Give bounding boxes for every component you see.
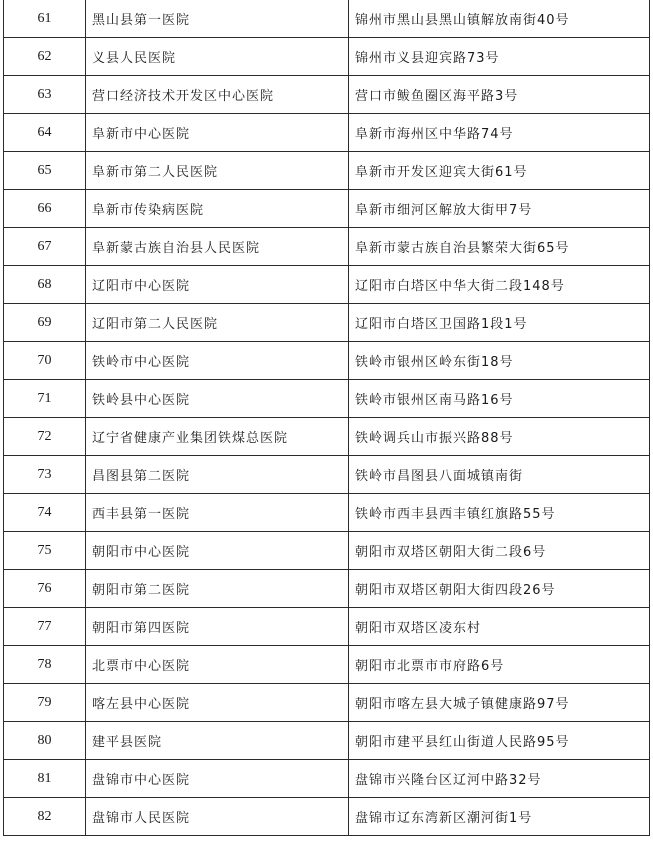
hospital-name: 西丰县第一医院 — [86, 494, 349, 532]
row-number: 71 — [4, 380, 86, 418]
hospital-table-body — [4, 0, 650, 836]
table-row — [4, 494, 650, 532]
row-number: 63 — [4, 76, 86, 114]
hospital-address: 阜新市蒙古族自治县繁荣大街65号 — [349, 228, 650, 266]
hospital-name: 朝阳市第四医院 — [86, 608, 349, 646]
table-row — [4, 0, 650, 38]
table-row — [4, 798, 650, 836]
table-row — [4, 152, 650, 190]
hospital-name: 建平县医院 — [86, 722, 349, 760]
row-number: 79 — [4, 684, 86, 722]
table-row — [4, 114, 650, 152]
hospital-address: 锦州市黑山县黑山镇解放南街40号 — [349, 0, 650, 38]
hospital-name: 盘锦市人民医院 — [86, 798, 349, 836]
hospital-name: 义县人民医院 — [86, 38, 349, 76]
hospital-address: 朝阳市双塔区朝阳大街二段6号 — [349, 532, 650, 570]
hospital-address: 铁岭调兵山市振兴路88号 — [349, 418, 650, 456]
hospital-address: 阜新市细河区解放大街甲7号 — [349, 190, 650, 228]
hospital-address: 辽阳市白塔区中华大街二段148号 — [349, 266, 650, 304]
hospital-name: 辽阳市中心医院 — [86, 266, 349, 304]
row-number: 61 — [4, 0, 86, 38]
row-number: 69 — [4, 304, 86, 342]
hospital-name: 营口经济技术开发区中心医院 — [86, 76, 349, 114]
hospital-address: 朝阳市双塔区朝阳大街四段26号 — [349, 570, 650, 608]
table-row — [4, 722, 650, 760]
hospital-address: 朝阳市建平县红山街道人民路95号 — [349, 722, 650, 760]
table-row — [4, 646, 650, 684]
table-row — [4, 380, 650, 418]
hospital-name: 铁岭市中心医院 — [86, 342, 349, 380]
hospital-name: 朝阳市中心医院 — [86, 532, 349, 570]
row-number: 77 — [4, 608, 86, 646]
hospital-address: 铁岭市西丰县西丰镇红旗路55号 — [349, 494, 650, 532]
hospital-name: 辽阳市第二人民医院 — [86, 304, 349, 342]
table-row — [4, 76, 650, 114]
table-row — [4, 608, 650, 646]
hospital-address: 锦州市义县迎宾路73号 — [349, 38, 650, 76]
hospital-name: 铁岭县中心医院 — [86, 380, 349, 418]
table-row — [4, 760, 650, 798]
hospital-address: 盘锦市辽东湾新区潮河街1号 — [349, 798, 650, 836]
row-number: 73 — [4, 456, 86, 494]
hospital-name: 北票市中心医院 — [86, 646, 349, 684]
table-row — [4, 304, 650, 342]
hospital-name: 阜新市传染病医院 — [86, 190, 349, 228]
hospital-name: 盘锦市中心医院 — [86, 760, 349, 798]
row-number: 64 — [4, 114, 86, 152]
hospital-address: 铁岭市昌图县八面城镇南街 — [349, 456, 650, 494]
row-number: 67 — [4, 228, 86, 266]
hospital-list-table — [3, 0, 650, 836]
table-row — [4, 228, 650, 266]
table-row — [4, 684, 650, 722]
table-row — [4, 342, 650, 380]
hospital-address: 阜新市海州区中华路74号 — [349, 114, 650, 152]
hospital-address: 辽阳市白塔区卫国路1段1号 — [349, 304, 650, 342]
hospital-address: 盘锦市兴隆台区辽河中路32号 — [349, 760, 650, 798]
hospital-name: 阜新蒙古族自治县人民医院 — [86, 228, 349, 266]
row-number: 82 — [4, 798, 86, 836]
row-number: 62 — [4, 38, 86, 76]
hospital-name: 阜新市中心医院 — [86, 114, 349, 152]
hospital-address: 铁岭市银州区南马路16号 — [349, 380, 650, 418]
row-number: 76 — [4, 570, 86, 608]
table-row — [4, 418, 650, 456]
table-row — [4, 456, 650, 494]
table-row — [4, 570, 650, 608]
row-number: 72 — [4, 418, 86, 456]
row-number: 80 — [4, 722, 86, 760]
hospital-address: 朝阳市双塔区凌东村 — [349, 608, 650, 646]
hospital-address: 阜新市开发区迎宾大街61号 — [349, 152, 650, 190]
row-number: 68 — [4, 266, 86, 304]
hospital-address: 朝阳市喀左县大城子镇健康路97号 — [349, 684, 650, 722]
row-number: 81 — [4, 760, 86, 798]
table-row — [4, 266, 650, 304]
row-number: 65 — [4, 152, 86, 190]
hospital-name: 辽宁省健康产业集团铁煤总医院 — [86, 418, 349, 456]
row-number: 66 — [4, 190, 86, 228]
row-number: 74 — [4, 494, 86, 532]
table-row — [4, 190, 650, 228]
table-row — [4, 532, 650, 570]
hospital-name: 昌图县第二医院 — [86, 456, 349, 494]
hospital-name: 喀左县中心医院 — [86, 684, 349, 722]
hospital-name: 阜新市第二人民医院 — [86, 152, 349, 190]
row-number: 78 — [4, 646, 86, 684]
hospital-address: 铁岭市银州区岭东街18号 — [349, 342, 650, 380]
hospital-address: 朝阳市北票市市府路6号 — [349, 646, 650, 684]
table-row — [4, 38, 650, 76]
hospital-name: 朝阳市第二医院 — [86, 570, 349, 608]
hospital-list-table-container — [3, 0, 649, 836]
hospital-name: 黑山县第一医院 — [86, 0, 349, 38]
hospital-address: 营口市鲅鱼圈区海平路3号 — [349, 76, 650, 114]
row-number: 70 — [4, 342, 86, 380]
row-number: 75 — [4, 532, 86, 570]
